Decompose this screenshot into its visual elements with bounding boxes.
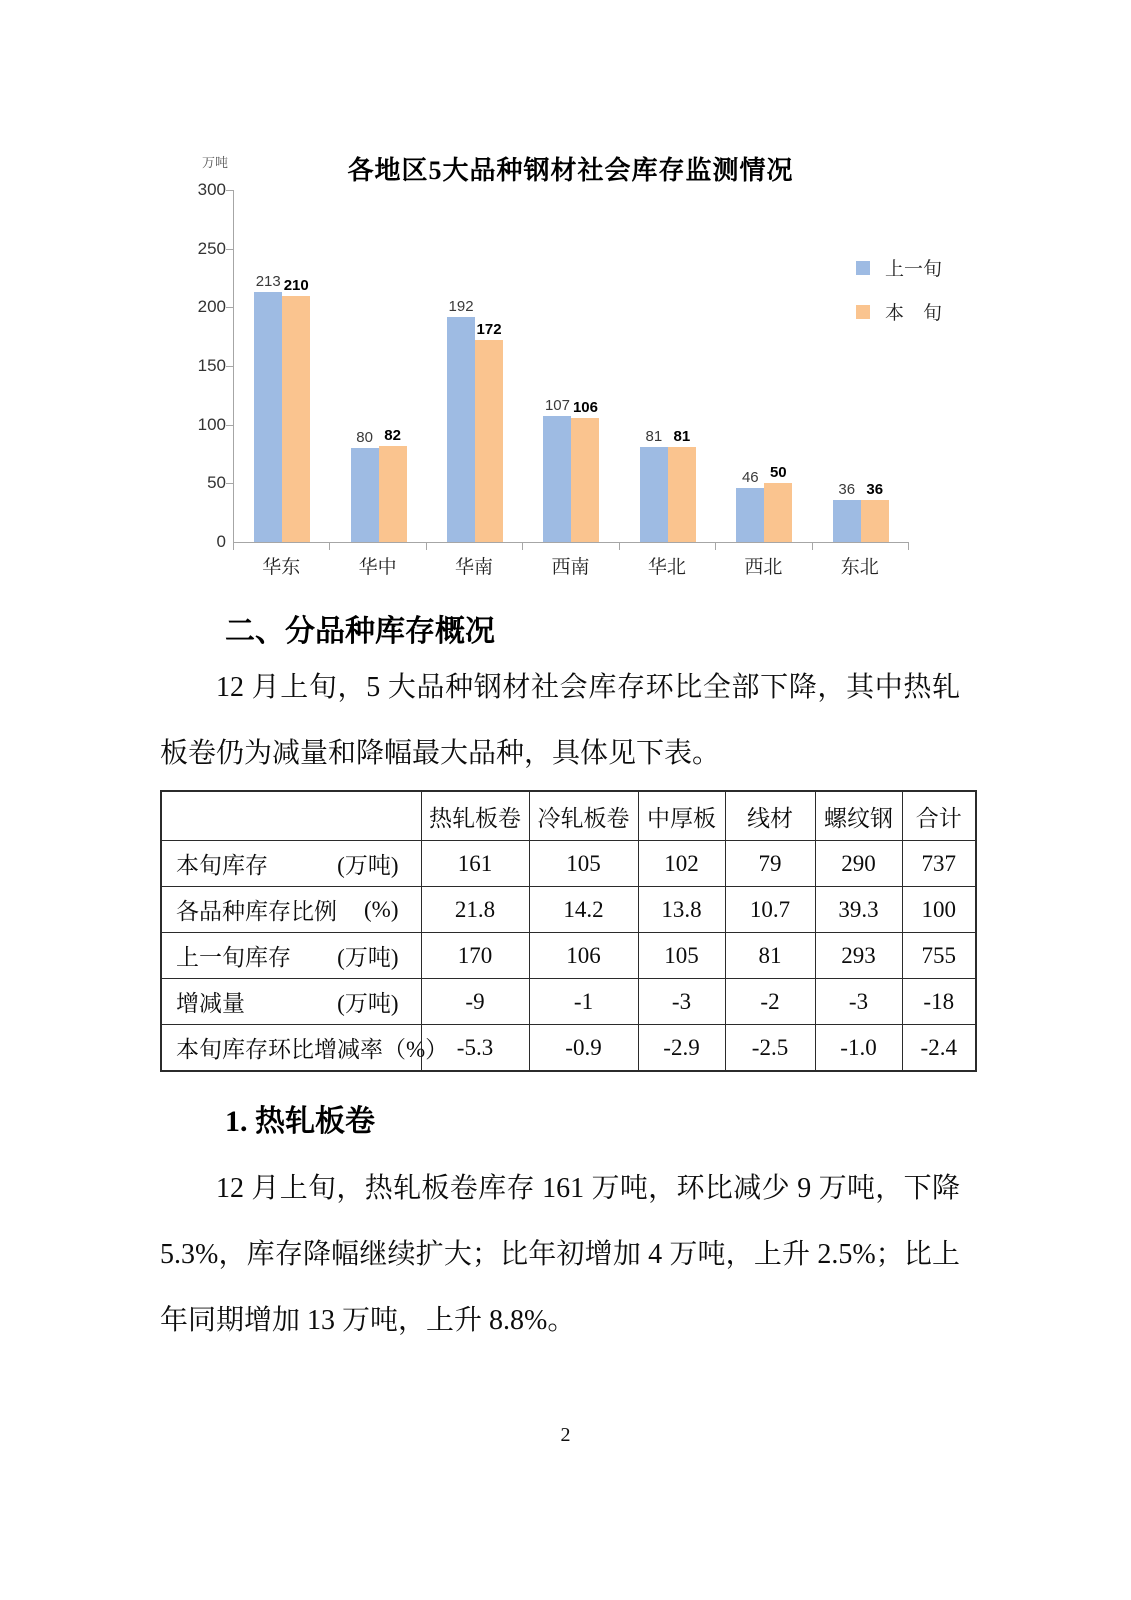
inventory-table <box>160 790 977 1072</box>
bar-label-curr: 36 <box>866 480 884 498</box>
x-tick-label: 东北 <box>840 557 879 578</box>
table-cell: -0.9 <box>529 1025 638 1072</box>
table-cell: -9 <box>421 979 529 1025</box>
table-cell: 79 <box>725 841 815 887</box>
table-header: 中厚板 <box>638 791 725 841</box>
y-tick-label: 150 <box>197 356 226 375</box>
bar-group-huanan <box>427 190 523 542</box>
bar-prev-period <box>543 416 571 542</box>
legend-label: 本 旬 <box>885 303 943 324</box>
legend-item-prev-period <box>856 254 942 281</box>
table-header: 热轧板卷 <box>421 791 529 841</box>
x-tick-label: 西南 <box>551 557 590 578</box>
table-cell: 39.3 <box>815 887 902 933</box>
y-axis-tick <box>226 425 233 426</box>
table-cell: 755 <box>902 933 976 979</box>
table-cell: 21.8 <box>421 887 529 933</box>
table-row <box>161 1025 976 1072</box>
table-cell: -1.0 <box>815 1025 902 1072</box>
bar-current-period <box>475 340 503 542</box>
table-cell: 105 <box>638 933 725 979</box>
section-heading-varieties-overview: 二、分品种库存概况 <box>225 615 495 648</box>
row-label: 本旬库存环比增减率（%） <box>176 1037 449 1062</box>
y-tick-label: 100 <box>197 414 226 434</box>
bar-prev-period <box>254 292 282 542</box>
bar-group-huazhong <box>330 190 426 542</box>
bar-prev-period <box>736 488 764 542</box>
x-tick-label: 西北 <box>744 557 783 578</box>
bar-current-period <box>282 296 310 542</box>
row-label: 上一旬库存 <box>176 945 291 970</box>
row-unit: (万吨) <box>337 991 399 1016</box>
section-heading-hot-rolled-coil: 1. 热轧板卷 <box>225 1105 375 1138</box>
bar-group-dongbei <box>813 190 909 542</box>
bar-label-prev: 46 <box>741 469 759 487</box>
section3-paragraph: 12 月上旬，热轧板卷库存 161 万吨，环比减少 9 万吨，下降 5.3%，库存降幅继续扩大；比年初增加 4 万吨，上升 2.5%；比上年同期增加 13 万吨，上升 8.8%。 <box>160 1173 960 1336</box>
y-axis-tick <box>226 307 233 308</box>
y-axis-labels <box>197 180 226 551</box>
table-cell: -3 <box>638 979 725 1025</box>
bar-label-prev: 36 <box>838 480 856 498</box>
table-row <box>161 979 976 1025</box>
bar-label-curr: 50 <box>769 464 787 482</box>
row-unit: (万吨) <box>337 945 399 970</box>
bar-prev-period <box>640 447 668 542</box>
legend-swatch-blue <box>856 261 870 275</box>
y-axis-tick <box>226 366 233 367</box>
y-axis-tick <box>226 190 233 191</box>
chart-unit-label: 万吨 <box>202 155 229 170</box>
bar-current-period <box>571 418 599 542</box>
y-axis-tick <box>226 483 233 484</box>
table-header-blank <box>161 791 421 841</box>
table-row <box>161 841 976 887</box>
row-unit: (万吨) <box>337 853 399 878</box>
y-tick-label: 250 <box>197 238 226 258</box>
legend-swatch-orange <box>856 305 870 319</box>
section2-paragraph: 12 月上旬，5 大品种钢材社会库存环比全部下降，其中热轧板卷仍为减量和降幅最大品种，具体见下表。 <box>160 672 960 769</box>
page-number: 2 <box>560 1424 571 1446</box>
y-axis-tick <box>226 249 233 250</box>
table-cell: -1 <box>529 979 638 1025</box>
table-cell: 14.2 <box>529 887 638 933</box>
bar-current-period <box>764 483 792 542</box>
row-unit: (%) <box>364 896 399 922</box>
table-cell: 737 <box>902 841 976 887</box>
table-cell: 13.8 <box>638 887 725 933</box>
table-cell: 170 <box>421 933 529 979</box>
table-cell: -2.9 <box>638 1025 725 1072</box>
bar-label-curr: 81 <box>673 427 691 445</box>
table-cell: -18 <box>902 979 976 1025</box>
bar-label-prev: 80 <box>356 429 373 447</box>
bar-label-prev: 192 <box>448 297 474 315</box>
table-cell: 100 <box>902 887 976 933</box>
x-axis-tick <box>233 543 234 550</box>
table-cell: 10.7 <box>725 887 815 933</box>
y-tick-label: 50 <box>207 473 226 493</box>
table-cell: 290 <box>815 841 902 887</box>
bar-current-period <box>379 446 407 542</box>
bar-current-period <box>668 447 696 542</box>
table-cell: -2.4 <box>902 1025 976 1072</box>
bar-label-curr: 82 <box>384 426 401 444</box>
bar-prev-period <box>351 448 379 542</box>
y-tick-label: 300 <box>197 180 226 199</box>
chart-legend <box>856 254 942 325</box>
legend-item-current-period <box>856 298 942 325</box>
table-cell: 105 <box>529 841 638 887</box>
bar-current-period <box>861 500 889 542</box>
table-row <box>161 933 976 979</box>
bar-label-prev: 213 <box>255 273 281 291</box>
table-row <box>161 887 976 933</box>
table-cell: 81 <box>725 933 815 979</box>
bar-label-curr: 210 <box>283 276 309 294</box>
table-header: 合计 <box>902 791 976 841</box>
table-cell: -3 <box>815 979 902 1025</box>
bar-prev-period <box>833 500 861 542</box>
legend-label: 上一旬 <box>885 259 943 280</box>
bar-label-prev: 81 <box>645 427 663 445</box>
table-cell: -2.5 <box>725 1025 815 1072</box>
table-header: 线材 <box>725 791 815 841</box>
table-header: 螺纹钢 <box>815 791 902 841</box>
bar-group-xinan <box>523 190 619 542</box>
table-cell: -5.3 <box>421 1025 529 1072</box>
bar-group-huabei <box>620 190 716 542</box>
bar-prev-period <box>447 317 475 542</box>
y-tick-label: 200 <box>197 297 226 317</box>
bar-label-curr: 106 <box>572 398 598 416</box>
bar-chart <box>197 138 962 598</box>
chart-title: 各地区5大品种钢材社会库存监测情况 <box>347 156 794 185</box>
table-cell: 161 <box>421 841 529 887</box>
x-tick-label: 华北 <box>647 557 686 578</box>
x-axis-labels <box>233 552 908 579</box>
bar-label-curr: 172 <box>476 321 502 339</box>
table-cell: 293 <box>815 933 902 979</box>
table-header-row <box>161 791 976 841</box>
row-label: 本旬库存 <box>176 853 268 878</box>
x-tick-label: 华东 <box>262 557 301 578</box>
table-cell: 106 <box>529 933 638 979</box>
x-tick-label: 华中 <box>358 557 397 578</box>
table-header: 冷轧板卷 <box>529 791 638 841</box>
bar-group-xibei <box>716 190 812 542</box>
bar-group-huadong <box>234 190 330 542</box>
plot-area <box>233 190 909 543</box>
table-cell: 102 <box>638 841 725 887</box>
table-cell: -2 <box>725 979 815 1025</box>
bar-label-prev: 107 <box>544 397 570 415</box>
x-tick-label: 华南 <box>455 557 494 578</box>
row-label: 增减量 <box>176 991 245 1016</box>
y-tick-label: 0 <box>216 532 226 551</box>
row-label: 各品种库存比例 <box>176 899 337 924</box>
